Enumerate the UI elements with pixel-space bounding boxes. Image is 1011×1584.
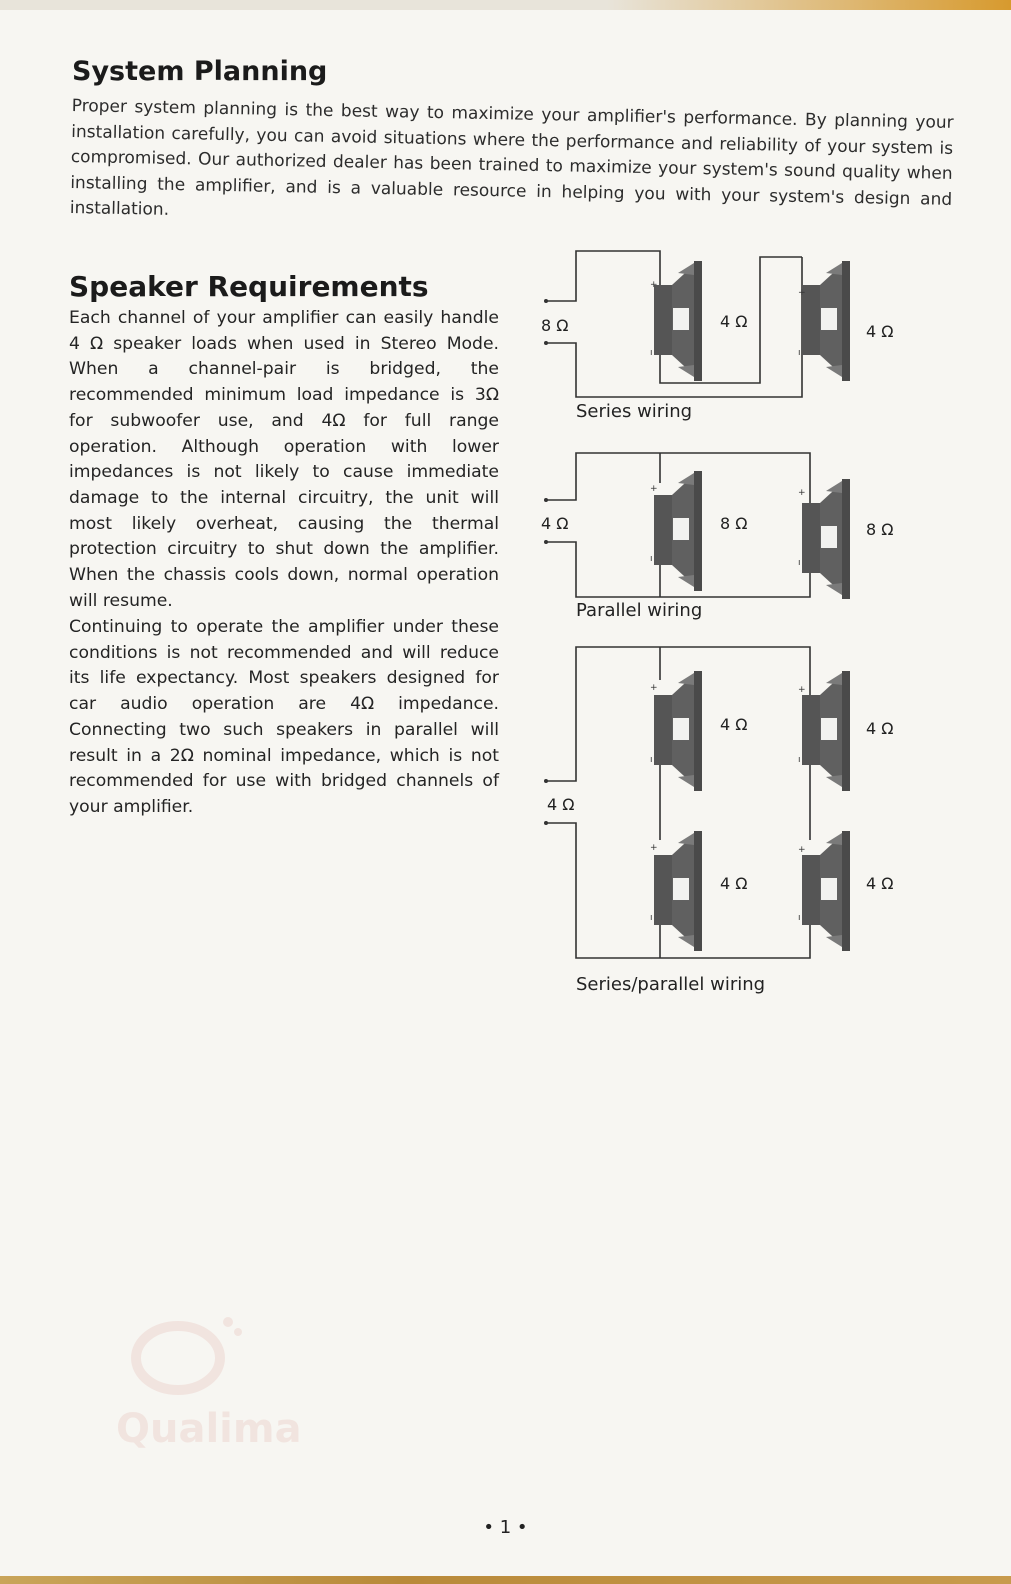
speaker-requirements-title: Speaker Requirements (69, 270, 429, 303)
speaker-requirements-paragraph-1: Each channel of your amplifier can easily handle 4 Ω speaker loads when used in Stereo Mode. When a channel-pair is bridged, the recommended minimum load impedance is 3Ω for subwoofer use, and 4Ω for full range operation. Although operation with lower impedances is not likely to cause immediate damage to the internal circuitry, the unit will most likely overheat, causing the thermal protection circuitry to shut down the amplifier. When the chassis cools down, normal operation will resume. (69, 308, 499, 611)
minus-terminal-label: ı (650, 755, 653, 765)
plus-terminal-label: + (798, 685, 806, 695)
speaker-icon (654, 471, 702, 591)
minus-terminal-label: ı (798, 558, 801, 568)
minus-terminal-label: ı (650, 554, 653, 564)
series-wiring-caption: Series wiring (576, 401, 693, 422)
watermark-swirl-icon (116, 1310, 246, 1400)
speaker-impedance-label: 4 Ω (720, 874, 748, 893)
series-parallel-wiring-diagram (530, 640, 950, 1005)
minus-terminal-label: ı (650, 913, 653, 923)
system-planning-title: System Planning (72, 56, 328, 87)
plus-terminal-label: + (650, 280, 658, 290)
speaker-icon (654, 831, 702, 951)
total-impedance-label: 8 Ω (541, 316, 569, 335)
speaker-icon (654, 261, 702, 381)
total-impedance-label: 4 Ω (541, 514, 569, 533)
system-planning-text: Proper system planning is the best way to maximize your amplifier's performance. By planning your installation carefully, you can avoid situations where the performance and reliability of your system is compromised. Our authorized dealer has been trained to maximize your system's sound quality when installing the amplifier, and is a valuable resource in helping you with your system's design and installation. (69, 95, 954, 220)
speaker-impedance-label: 4 Ω (720, 715, 748, 734)
speaker-impedance-label: 8 Ω (866, 520, 894, 539)
plus-terminal-label: + (798, 288, 806, 298)
watermark-logo (116, 1310, 316, 1460)
page-bottom-edge (0, 1576, 1011, 1584)
minus-terminal-label: ı (650, 348, 653, 358)
speaker-impedance-label: 4 Ω (720, 312, 748, 331)
plus-terminal-label: + (650, 683, 658, 693)
speaker-icon (802, 261, 850, 381)
series-wiring-diagram (530, 245, 950, 430)
plus-terminal-label: + (650, 843, 658, 853)
speaker-requirements-paragraph-2: Continuing to operate the amplifier under these conditions is not recommended and will reduce its life expectancy. Most speakers designed for car audio operation are 4Ω impedance. Connecting two such speakers in parallel will result in a 2Ω nominal impedance, which is not recommended for use with bridged channels of your amplifier. (69, 617, 499, 817)
speaker-impedance-label: 4 Ω (866, 719, 894, 738)
speaker-impedance-label: 4 Ω (866, 322, 894, 341)
speaker-impedance-label: 4 Ω (866, 874, 894, 893)
watermark-text: Qualima (116, 1406, 302, 1452)
plus-terminal-label: + (798, 845, 806, 855)
speaker-icon (654, 671, 702, 791)
parallel-wiring-diagram (530, 443, 950, 628)
minus-terminal-label: ı (798, 755, 801, 765)
plus-terminal-label: + (650, 484, 658, 494)
page-number: • 1 • (483, 1517, 528, 1538)
minus-terminal-label: ı (798, 913, 801, 923)
total-impedance-label: 4 Ω (547, 795, 575, 814)
parallel-wiring-caption: Parallel wiring (576, 600, 703, 621)
page-top-edge (0, 0, 1011, 10)
plus-terminal-label: + (798, 488, 806, 498)
series-parallel-wiring-caption: Series/parallel wiring (576, 974, 766, 995)
minus-terminal-label: ı (798, 348, 801, 358)
speaker-impedance-label: 8 Ω (720, 514, 748, 533)
